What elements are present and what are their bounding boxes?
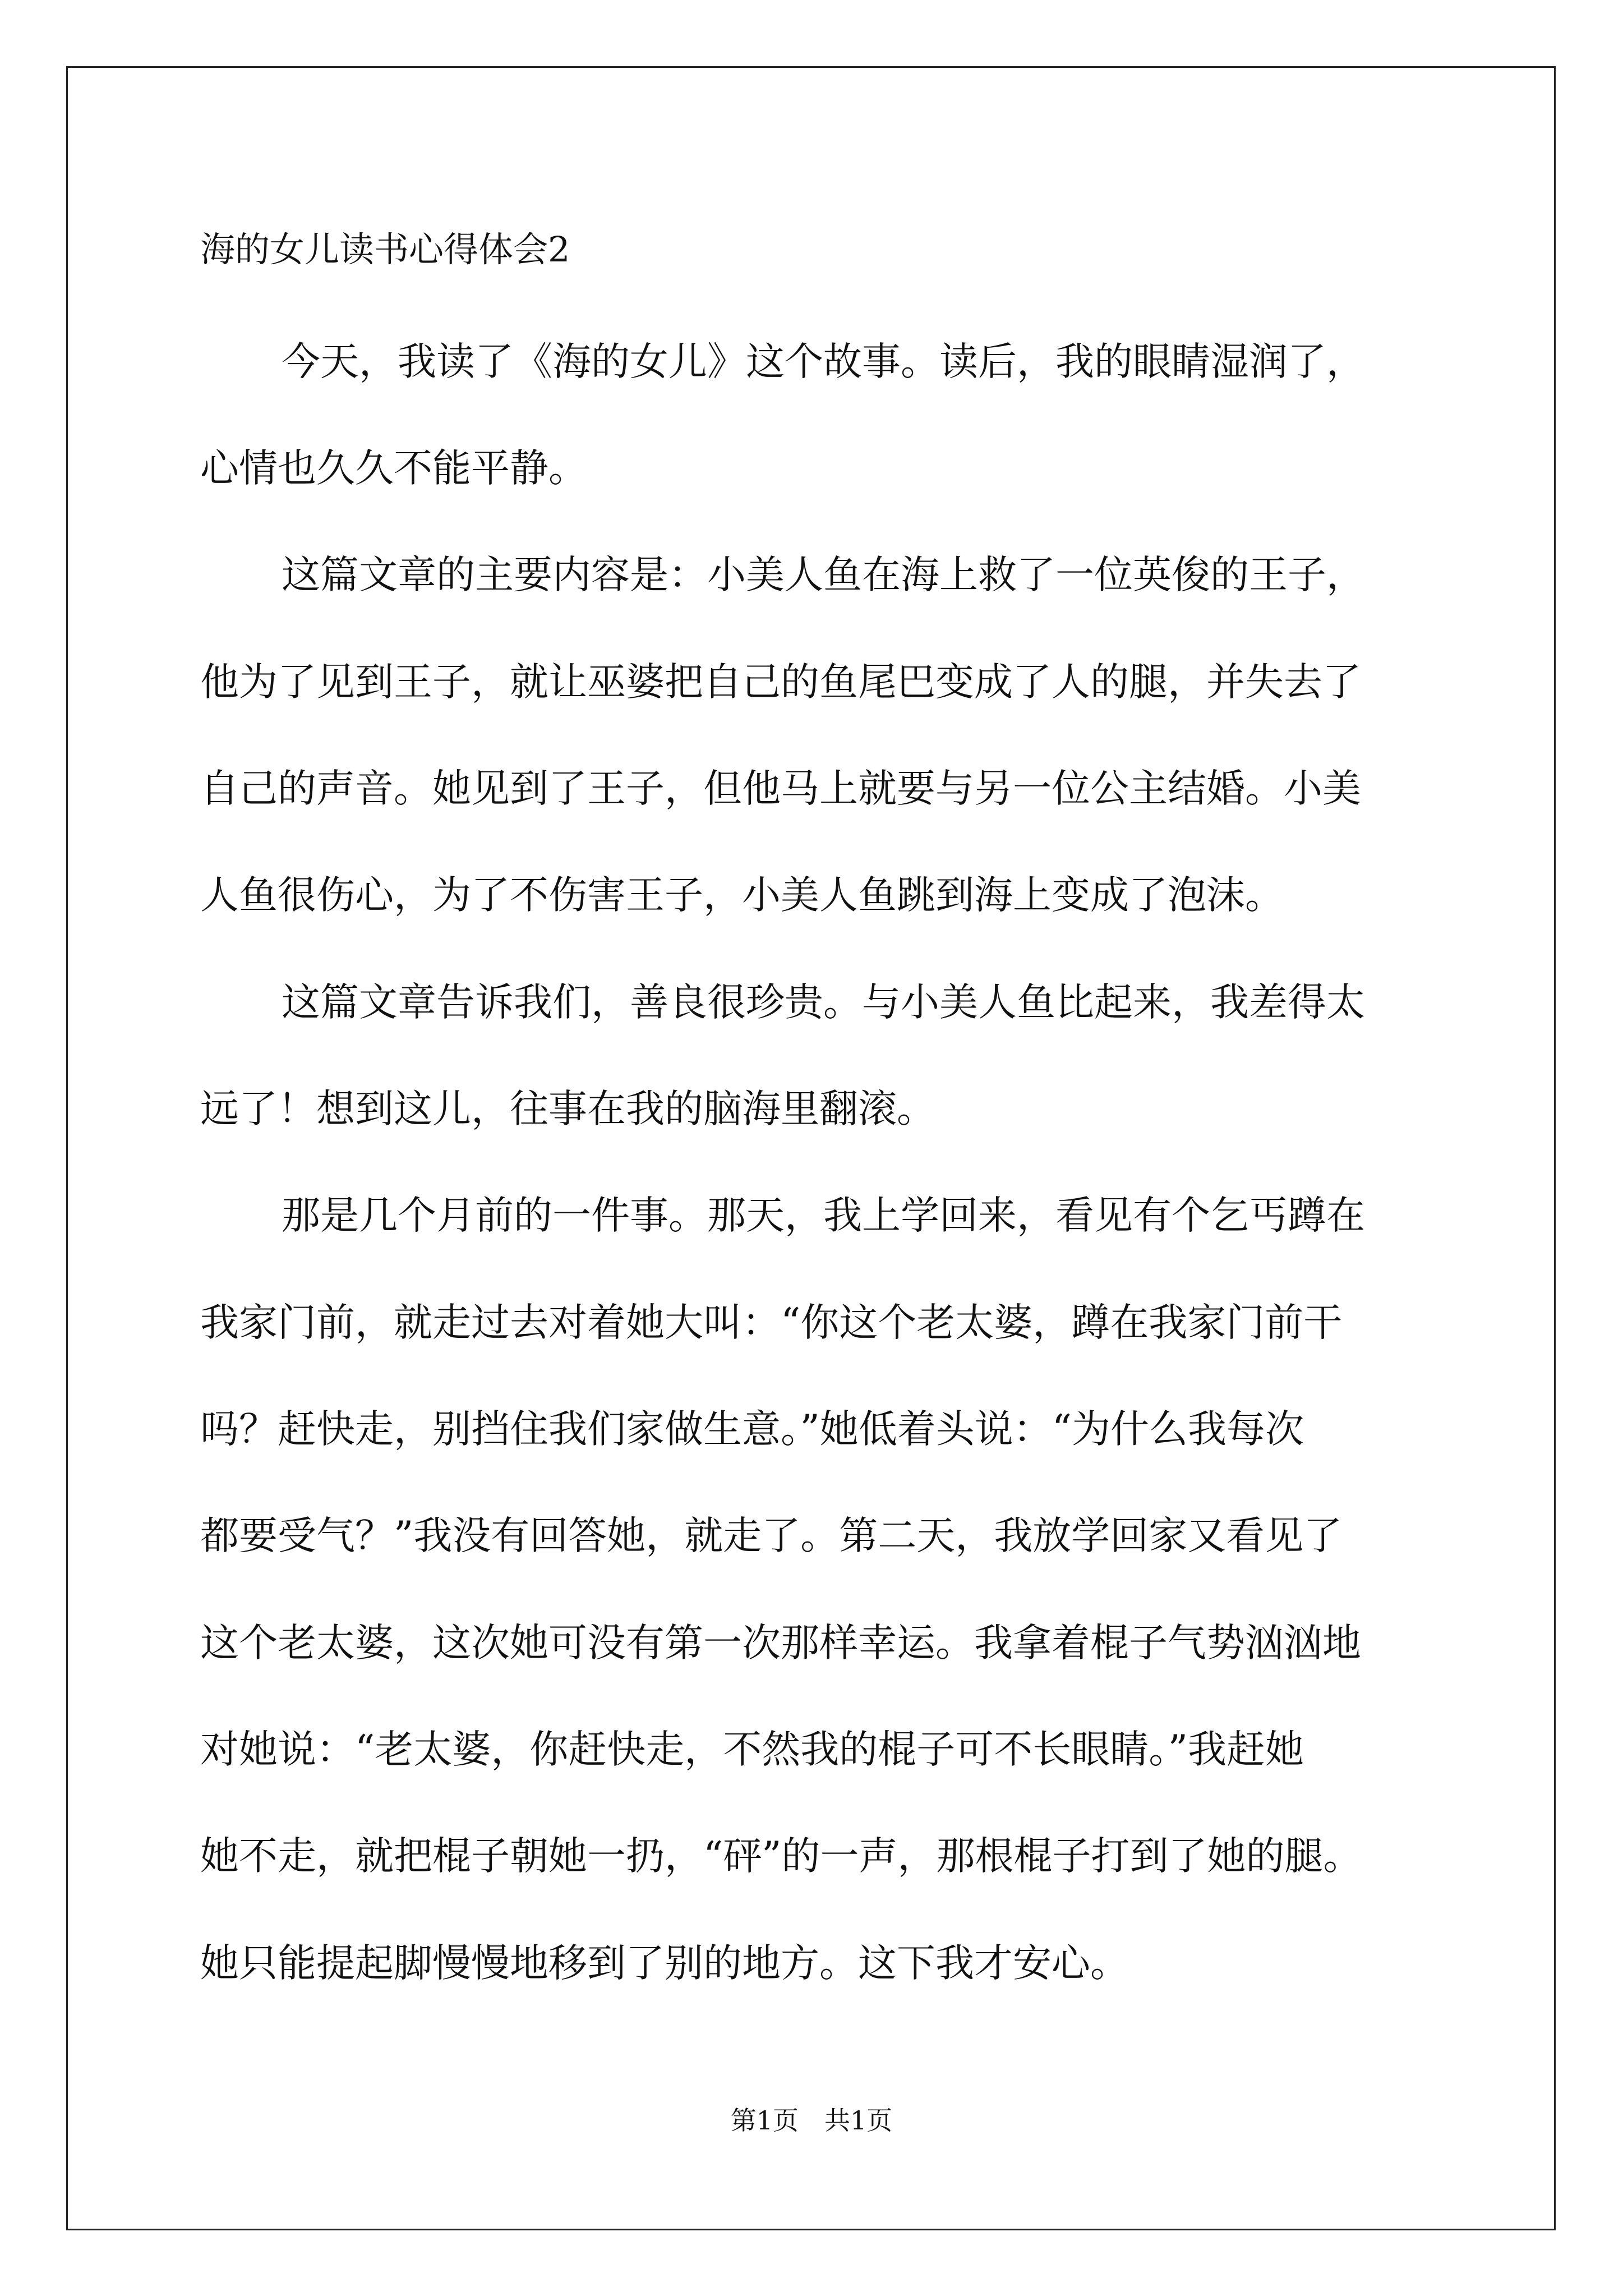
document-title: 海的女儿读书心得体会2 — [200, 229, 570, 270]
page-footer: 第1页 共1页 — [730, 2105, 893, 2136]
paragraph-line: 她只能提起脚慢慢地移到了别的地方。这下我才安心。 — [200, 1941, 1129, 1986]
paragraph-line: 他为了见到王子，就让巫婆把自己的鱼尾巴变成了人的腿，并失去了 — [200, 660, 1361, 705]
paragraph-line: 对她说：“老太婆，你赶快走，不然我的棍子可不长眼睛。”我赶她 — [200, 1727, 1304, 1772]
paragraph-line: 远了！想到这儿，往事在我的脑海里翻滚。 — [200, 1087, 935, 1131]
page-border — [66, 66, 1556, 2230]
paragraph-line: 这篇文章的主要内容是：小美人鱼在海上救了一位英俊的王子， — [282, 553, 1365, 597]
paragraph-line: 这篇文章告诉我们，善良很珍贵。与小美人鱼比起来，我差得太 — [282, 980, 1365, 1025]
paragraph-line: 那是几个月前的一件事。那天，我上学回来，看见有个乞丐蹲在 — [282, 1193, 1365, 1238]
paragraph-line: 这个老太婆，这次她可没有第一次那样幸运。我拿着棍子气势汹汹地 — [200, 1621, 1361, 1665]
paragraph-line: 心情也久久不能平静。 — [200, 446, 587, 491]
paragraph-line: 人鱼很伤心，为了不伤害王子，小美人鱼跳到海上变成了泡沫。 — [200, 873, 1284, 918]
paragraph-line: 我家门前，就走过去对着她大叫：“你这个老太婆，蹲在我家门前干 — [200, 1300, 1343, 1345]
paragraph-line: 吗？赶快走，别挡住我们家做生意。”她低着头说：“为什么我每次 — [200, 1407, 1304, 1452]
paragraph-line: 今天，我读了《海的女儿》这个故事。读后，我的眼睛湿润了， — [282, 339, 1365, 384]
paragraph-line: 自己的声音。她见到了王子，但他马上就要与另一位公主结婚。小美 — [200, 766, 1361, 811]
paragraph-line: 她不走，就把棍子朝她一扔，“砰”的一声，那根棍子打到了她的腿。 — [200, 1834, 1362, 1879]
paragraph-line: 都要受气？”我没有回答她，就走了。第二天，我放学回家又看见了 — [200, 1513, 1343, 1558]
